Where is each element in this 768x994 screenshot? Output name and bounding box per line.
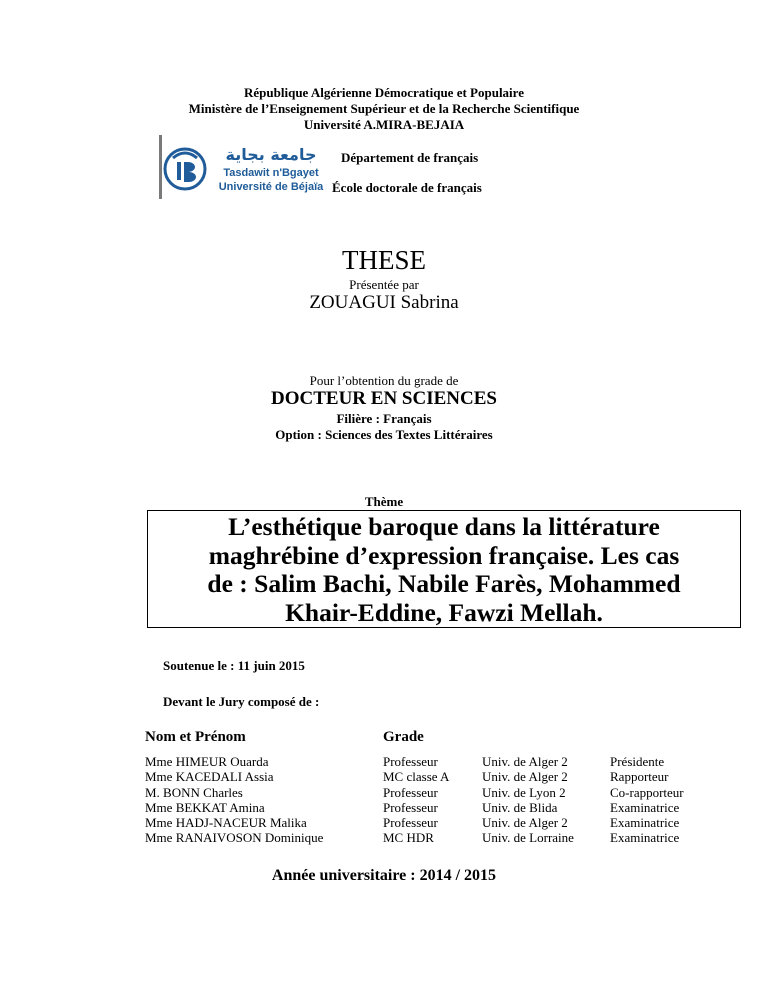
jury-member-grade: Professeur [383,754,438,769]
jury-member-name: Mme RANAIVOSON Dominique [145,830,324,846]
defense-date: Soutenue le : 11 juin 2015 [163,658,305,673]
theme-line: maghrébine d’expression française. Les cas [208,540,680,570]
ministry-line: Ministère de l’Enseignement Supérieur et de la Recherche Scientifique [188,101,580,116]
jury-member-role: Présidente [610,754,665,769]
jury-member-university: Univ. de Alger 2 [482,769,568,785]
jury-member-role: Examinatrice [610,815,680,831]
emblem-icon [165,149,205,189]
logo-text-french: Université de Béjaïa [218,181,324,193]
jury-member-grade: Professeur [383,815,438,831]
jury-header-name: Nom et Prénom [145,729,246,745]
jury-universities-column [482,754,574,846]
jury-member-role: Co-rapporteur [610,784,684,800]
university-line: Université A.MIRA-BEJAIA [303,117,465,132]
jury-member-name: Mme KACEDALI Assia [145,769,274,785]
jury-member-university: Univ. de Alger 2 [482,754,568,769]
jury-intro: Devant le Jury composé de : [163,694,320,709]
jury-member-role: Rapporteur [610,769,669,785]
jury-member-name: Mme HADJ-NACEUR Malika [145,815,307,831]
jury-member-university: Univ. de Alger 2 [482,815,568,831]
filiere-line: Filière : Français [336,411,432,426]
jury-member-role: Examinatrice [610,799,680,815]
university-logo [163,140,333,198]
logo-text-kabyle: Tasdawit n'Bgayet [223,167,319,179]
presented-by: Présentée par [349,277,419,292]
jury-header-grade: Grade [383,729,424,745]
jury-member-name: Mme BEKKAT Amina [145,799,265,815]
logo-arabic-text: جامعة بجاية [225,145,317,164]
logo-divider [159,135,162,199]
theme-line: L’esthétique baroque dans la littérature [228,512,660,541]
theme-box [147,510,741,628]
option-line: Option : Sciences des Textes Littéraires [275,427,493,442]
department-label: Département de français [341,150,479,165]
jury-grades-column [383,754,449,846]
header-block [0,85,768,133]
republic-line: République Algérienne Démocratique et Populaire [244,85,524,100]
degree-title: DOCTEUR EN SCIENCES [271,388,497,409]
doctoral-school-label: École doctorale de français [332,180,482,195]
jury-member-university: Univ. de Lyon 2 [482,784,566,800]
theme-line: Khair-Eddine, Fawzi Mellah. [285,597,603,627]
jury-member-name: Mme HIMEUR Ouarda [145,754,269,769]
thesis-title: THESE [342,245,426,275]
jury-member-name: M. BONN Charles [145,784,243,800]
theme-line: de : Salim Bachi, Nabile Farès, Mohammed [207,569,681,598]
jury-member-grade: Professeur [383,799,438,815]
theme-label: Thème [364,494,404,509]
jury-member-university: Univ. de Blida [482,799,558,815]
jury-member-role: Examinatrice [610,830,680,846]
academic-year: Année universitaire : 2014 / 2015 [271,867,497,884]
obtention-line: Pour l’obtention du grade de [309,373,459,388]
author-name: ZOUAGUI Sabrina [309,292,459,313]
jury-member-grade: MC HDR [383,830,434,846]
jury-roles-column [610,754,684,846]
jury-member-university: Univ. de Lorraine [482,830,574,846]
jury-member-grade: Professeur [383,784,438,800]
jury-names-column [145,754,323,846]
jury-member-grade: MC classe A [383,769,450,785]
